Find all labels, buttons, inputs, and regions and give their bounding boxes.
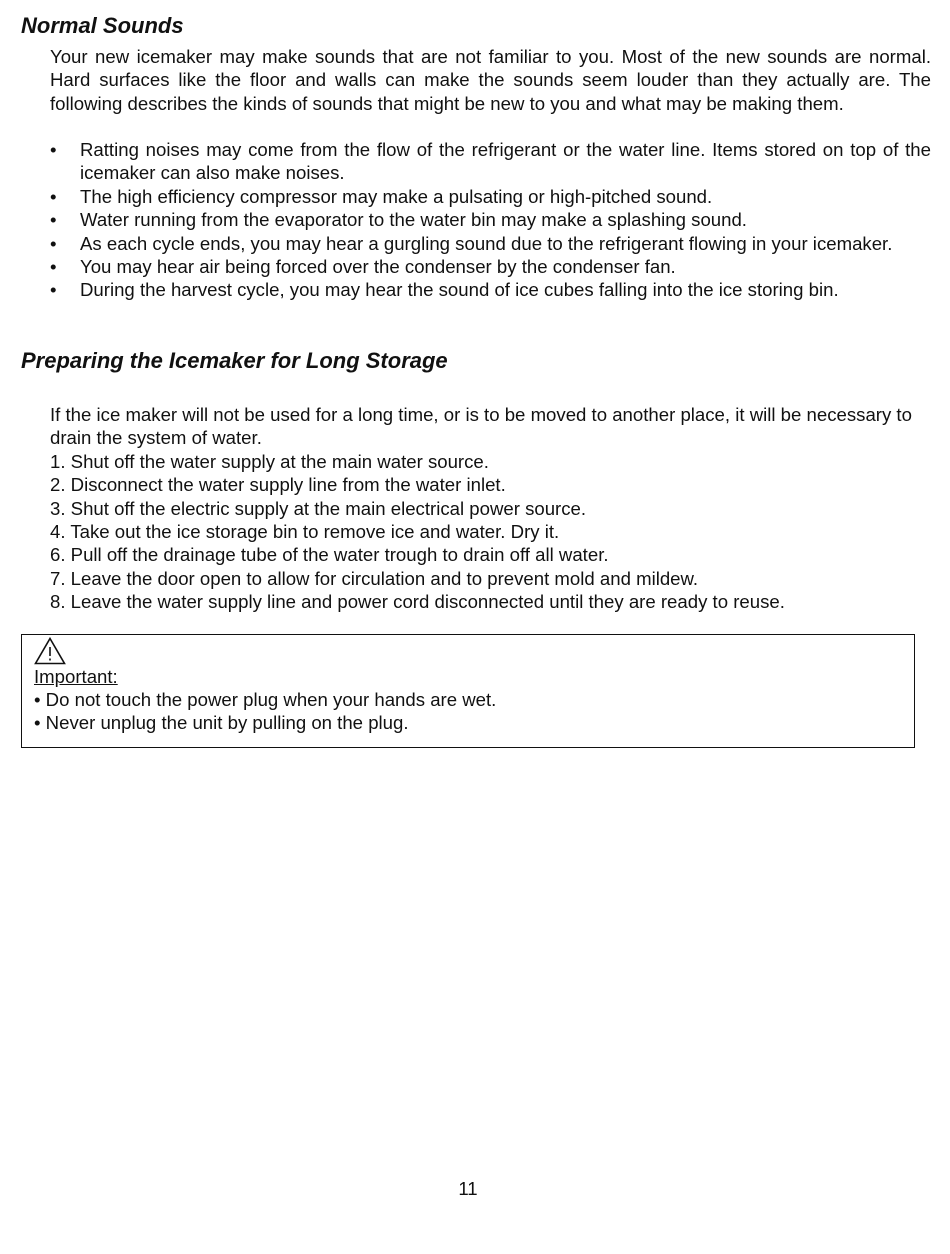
step-item: 1. Shut off the water supply at the main water source.: [50, 450, 489, 472]
list-item-text: Water running from the evaporator to the water bin may make a splashing sound.: [80, 209, 747, 231]
page-number: 11: [458, 1178, 478, 1199]
step-item: 6. Pull off the drainage tube of the water trough to drain off all water.: [50, 544, 609, 566]
normal-sounds-list: [50, 138, 931, 302]
important-item: • Do not touch the power plug when your hands are wet.: [34, 689, 497, 710]
important-notice-box: [21, 634, 915, 748]
step-item: 4. Take out the ice storage bin to remove ice and water. Dry it.: [50, 521, 560, 543]
step-item: 2. Disconnect the water supply line from the water inlet.: [50, 474, 506, 496]
list-item: [50, 138, 931, 185]
normal-sounds-intro: Your new icemaker may make sounds that are not familiar to you. Most of the new sounds are normal. Hard surfaces like the floor and walls can make the sounds seem louder than they actually are. The following describes the kinds of sounds that might be new to you and what may be making them.: [50, 46, 931, 114]
warning-triangle-icon: [34, 637, 66, 665]
list-item-text: The high efficiency compressor may make a pulsating or high-pitched sound.: [80, 185, 713, 207]
long-storage-body: [50, 403, 931, 614]
bullet-icon: •: [50, 209, 57, 231]
list-item: [50, 185, 931, 208]
bullet-icon: •: [50, 232, 57, 254]
important-title: Important:: [34, 666, 118, 687]
list-item-text: During the harvest cycle, you may hear the sound of ice cubes falling into the ice storing bin.: [80, 279, 839, 301]
section-title-long-storage: Preparing the Icemaker for Long Storage: [21, 348, 448, 373]
long-storage-steps: [50, 450, 931, 614]
important-item: • Never unplug the unit by pulling on the plug.: [34, 712, 409, 734]
list-item: [50, 278, 931, 301]
bullet-icon: •: [50, 185, 57, 207]
step-item: 7. Leave the door open to allow for circulation and to prevent mold and mildew.: [50, 567, 699, 589]
important-list: [34, 688, 496, 735]
step-item: 3. Shut off the electric supply at the main electrical power source.: [50, 497, 587, 519]
bullet-icon: •: [50, 256, 57, 278]
list-item: [50, 255, 931, 278]
bullet-icon: •: [50, 279, 57, 301]
list-item-text: Ratting noises may come from the flow of the refrigerant or the water line. Items stored on top of the icemaker can also make noises.: [80, 139, 931, 184]
step-item: 8. Leave the water supply line and power cord disconnected until they are ready to reuse.: [50, 591, 785, 613]
list-item-text: As each cycle ends, you may hear a gurgling sound due to the refrigerant flowing in your icemaker.: [80, 232, 893, 254]
long-storage-intro: If the ice maker will not be used for a long time, or is to be moved to another place, it will be necessary to drain the system of water.: [50, 404, 912, 449]
bullet-icon: •: [50, 139, 57, 160]
section-title-normal-sounds: Normal Sounds: [21, 13, 184, 38]
list-item-text: You may hear air being forced over the condenser by the condenser fan.: [80, 256, 676, 278]
list-item: [50, 232, 931, 255]
list-item: [50, 208, 931, 231]
